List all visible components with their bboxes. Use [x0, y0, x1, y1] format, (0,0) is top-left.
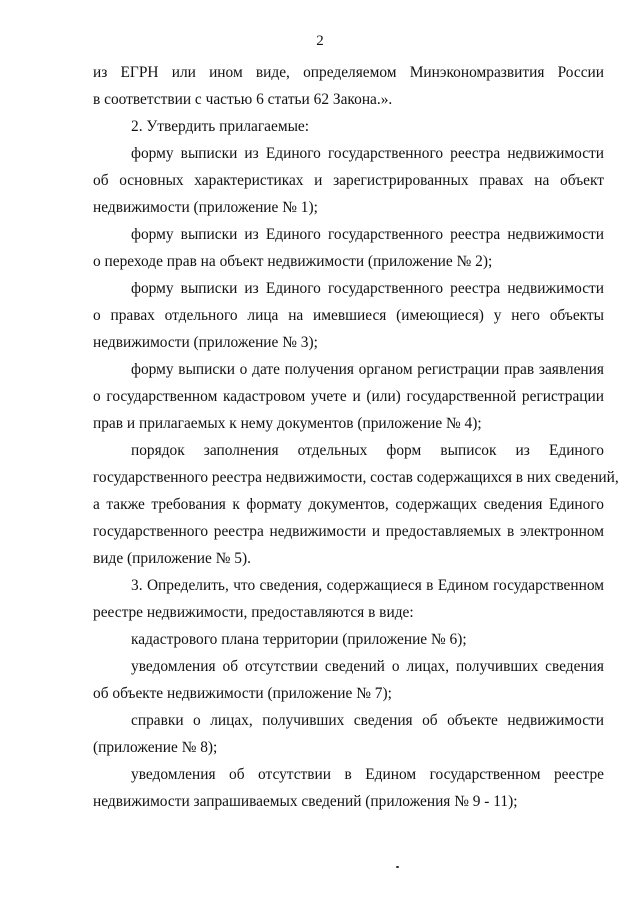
page-number: 2 — [316, 33, 324, 49]
text-line: справки о лицах, получивших сведения об объекте недвижимости — [131, 712, 604, 729]
text-line: кадастрового плана территории (приложение № 6); — [131, 631, 467, 648]
text-line: уведомления об отсутствии в Едином государственном реестре — [131, 766, 604, 783]
text-line: об объекте недвижимости (приложение № 7); — [93, 685, 392, 702]
text-line: 2. Утвердить прилагаемые: — [131, 118, 310, 135]
text-line: из ЕГРН или ином виде, определяемом Минэкономразвития России — [93, 64, 604, 81]
text-line: прав и прилагаемых к нему документов (приложение № 4); — [93, 415, 482, 432]
text-line: государственного реестра недвижимости и предоставляемых в электронном — [93, 523, 604, 540]
text-line: реестре недвижимости, предоставляются в виде: — [93, 604, 414, 621]
text-line: форму выписки из Единого государственного реестра недвижимости — [131, 280, 604, 297]
text-line: об основных характеристиках и зарегистрированных правах на объект — [93, 172, 604, 189]
text-line: а также требования к формату документов, содержащих сведения Единого — [93, 496, 604, 513]
text-line: форму выписки о дате получения органом регистрации прав заявления — [131, 361, 604, 378]
text-line: о переходе прав на объект недвижимости (приложение № 2); — [93, 253, 493, 270]
text-line: недвижимости запрашиваемых сведений (приложения № 9 - 11); — [93, 793, 518, 810]
text-line: 3. Определить, что сведения, содержащиеся в Едином государственном — [131, 577, 604, 594]
text-line: виде (приложение № 5). — [93, 550, 251, 567]
text-line: недвижимости (приложение № 3); — [93, 334, 318, 351]
text-line: о государственном кадастровом учете и (или) государственной регистрации — [93, 388, 604, 405]
text-line: государственного реестра недвижимости, состав содержащихся в них сведений, — [93, 469, 619, 486]
text-line: уведомления об отсутствии сведений о лицах, получивших сведения — [131, 658, 604, 675]
scan-speck — [396, 866, 399, 868]
text-line: форму выписки из Единого государственного реестра недвижимости — [131, 145, 604, 162]
text-line: недвижимости (приложение № 1); — [93, 199, 318, 216]
text-line: (приложение № 8); — [93, 739, 218, 756]
text-line: о правах отдельного лица на имевшиеся (имеющиеся) у него объекты — [93, 307, 604, 324]
text-line: в соответствии с частью 6 статьи 62 Закона.». — [93, 91, 393, 108]
text-line: порядок заполнения отдельных форм выписок из Единого — [131, 442, 604, 459]
text-line: форму выписки из Единого государственного реестра недвижимости — [131, 226, 604, 243]
